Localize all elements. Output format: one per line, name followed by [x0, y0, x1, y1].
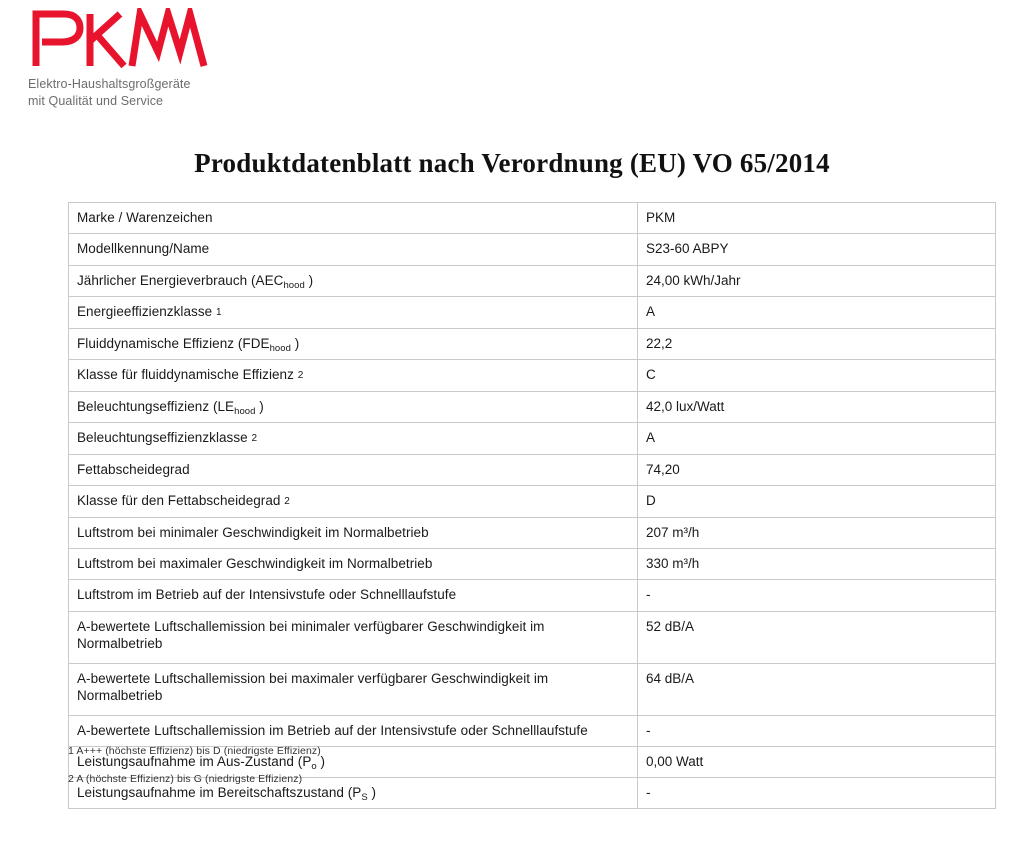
row-label-subscript: hood — [234, 405, 256, 417]
table-row — [69, 517, 996, 548]
table-row — [69, 485, 996, 517]
row-label-main: Klasse für fluiddynamische Effizienz — [77, 366, 298, 382]
row-label-main: Leistungsaufnahme im Bereitschaftszustand (P — [77, 785, 362, 801]
row-value: C — [638, 359, 996, 391]
row-label: Luftstrom im Betrieb auf der Intensivstufe oder Schnelllaufstufe — [69, 580, 638, 611]
row-value: 22,2 — [638, 328, 996, 359]
footnote-2: 2 A (höchste Effizienz) bis G (niedrigste Effizienz) — [68, 773, 303, 785]
row-label — [69, 265, 638, 296]
table-row — [69, 663, 996, 715]
row-value: A — [638, 296, 996, 328]
table-row — [69, 359, 996, 391]
table-row — [69, 580, 996, 611]
row-label-main: Fluiddynamische Effizienz (FDE — [77, 335, 270, 351]
row-label — [69, 328, 638, 359]
row-value: A — [638, 422, 996, 454]
table-row — [69, 422, 996, 454]
row-value: S23-60 ABPY — [638, 234, 996, 265]
row-label-main: Beleuchtungseffizienzklasse — [77, 429, 252, 445]
table-row — [69, 328, 996, 359]
row-label-footnote-ref: 2 — [297, 369, 304, 381]
row-label: Luftstrom bei minimaler Geschwindigkeit im Normalbetrieb — [69, 517, 638, 548]
row-label — [69, 391, 638, 422]
row-label — [69, 485, 638, 517]
row-value: 64 dB/A — [638, 663, 996, 715]
row-label-main: Beleuchtungseffizienz (LE — [77, 398, 235, 414]
row-label-main: Energieeffizienzklasse — [77, 303, 216, 319]
row-label-subscript: hood — [269, 342, 291, 354]
footnotes-block — [68, 745, 768, 804]
row-label: Marke / Warenzeichen — [69, 203, 638, 234]
row-value: D — [638, 485, 996, 517]
row-label-main: Jährlicher Energieverbrauch (AEC — [77, 272, 284, 288]
row-label: Fettabscheidegrad — [69, 454, 638, 485]
row-label-subscript: o — [311, 760, 317, 772]
row-label-tail: ) — [304, 272, 314, 288]
row-label — [69, 359, 638, 391]
row-value: 24,00 kWh/Jahr — [638, 265, 996, 296]
row-label-tail: ) — [367, 785, 377, 801]
row-label: A-bewertete Luftschallemission bei minimaler verfügbarer Geschwindigkeit im Normalbetrieb — [69, 611, 638, 663]
table-row — [69, 234, 996, 265]
row-label-main: Klasse für den Fettabscheidegrad — [77, 492, 285, 508]
table-row — [69, 715, 996, 746]
product-datasheet-table — [68, 202, 996, 809]
row-value: - — [638, 580, 996, 611]
row-label — [69, 296, 638, 328]
row-label-subscript: hood — [283, 279, 305, 291]
row-value: PKM — [638, 203, 996, 234]
row-label: A-bewertete Luftschallemission bei maximaler verfügbarer Geschwindigkeit im Normalbetrieb — [69, 663, 638, 715]
row-value: - — [638, 715, 996, 746]
brand-tagline — [28, 76, 258, 110]
row-label: A-bewertete Luftschallemission im Betrieb auf der Intensivstufe oder Schnelllaufstufe — [69, 715, 638, 746]
row-value: 52 dB/A — [638, 611, 996, 663]
row-label-tail: ) — [316, 753, 326, 769]
row-label-tail: ) — [255, 398, 264, 414]
brand-logo-block — [28, 8, 258, 110]
row-value: 207 m³/h — [638, 517, 996, 548]
table-row — [69, 549, 996, 580]
brand-tagline-line2: mit Qualität und Service — [28, 93, 164, 108]
row-value: 0,00 Watt — [638, 746, 996, 777]
row-value: 74,20 — [638, 454, 996, 485]
table-row — [69, 454, 996, 485]
row-label-subscript: S — [361, 792, 368, 804]
row-label-main: Leistungsaufnahme im Aus-Zustand (P — [77, 753, 312, 769]
row-label — [69, 422, 638, 454]
row-value: 42,0 lux/Watt — [638, 391, 996, 422]
table-row — [69, 265, 996, 296]
pkm-logo-icon — [28, 8, 214, 70]
datasheet-table-wrapper — [68, 202, 961, 809]
brand-tagline-line1: Elektro-Haushaltsgroßgeräte — [28, 77, 191, 91]
row-label-tail: ) — [290, 335, 300, 351]
footnote-1: 1 A+++ (höchste Effizienz) bis D (niedrigste Effizienz) — [68, 745, 321, 757]
row-label-footnote-ref: 2 — [284, 495, 290, 507]
table-row — [69, 203, 996, 234]
table-row — [69, 391, 996, 422]
page-title: Produktdatenblatt nach Verordnung (EU) VO 65/2014 — [194, 148, 830, 178]
table-row — [69, 296, 996, 328]
row-value: - — [638, 778, 996, 809]
table-row — [69, 611, 996, 663]
row-label-footnote-ref: 2 — [251, 432, 258, 444]
row-label: Modellkennung/Name — [69, 234, 638, 265]
row-label: Luftstrom bei maximaler Geschwindigkeit im Normalbetrieb — [69, 549, 638, 580]
row-value: 330 m³/h — [638, 549, 996, 580]
row-label-footnote-ref: 1 — [215, 306, 222, 318]
